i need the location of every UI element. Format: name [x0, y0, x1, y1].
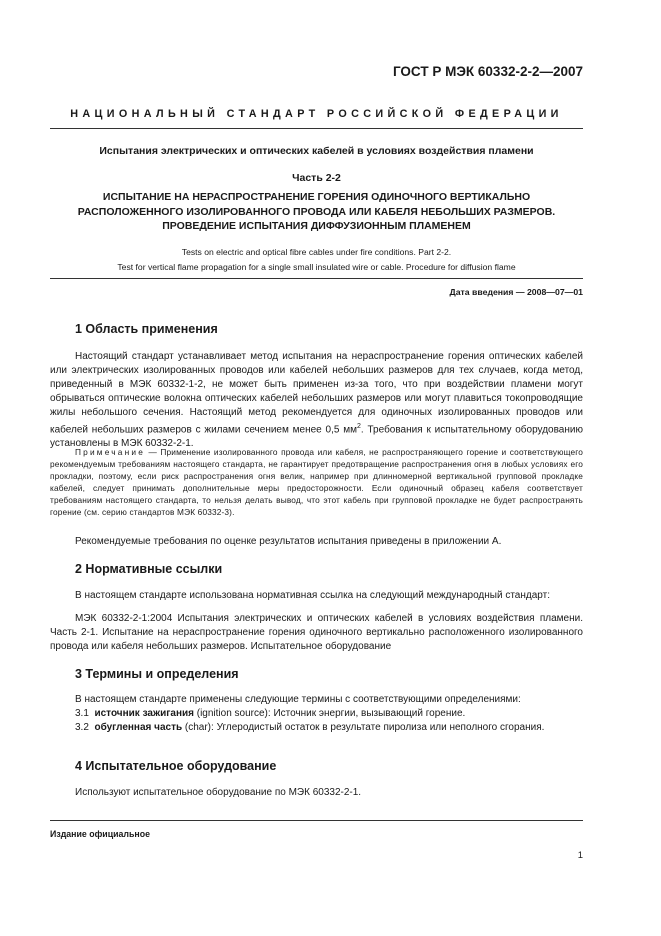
main-title-line-1: ИСПЫТАНИЕ НА НЕРАСПРОСТРАНЕНИЕ ГОРЕНИЯ ОДИНОЧНОГО ВЕРТИКАЛЬНО [102, 191, 531, 203]
term-3-1-number: 3.1 [75, 708, 89, 719]
section-2-heading: 2 Нормативные ссылки [75, 562, 223, 576]
term-3-1-definition: (ignition source): Источник энергии, вызывающий горение. [193, 708, 466, 719]
page-number: 1 [577, 850, 583, 861]
series-title: Испытания электрических и оптических кабелей в условиях воздействия пламени [99, 145, 534, 157]
note-label: Примечание [75, 447, 146, 457]
section-1-note [50, 446, 583, 518]
section-1-paragraph-2 [50, 535, 583, 549]
english-title-line-2: Test for vertical flame propagation for a single small insulated wire or cable. Procedure for diffusion flame [117, 262, 516, 272]
section-1-heading: 1 Область применения [75, 322, 218, 336]
section-2-paragraph-1-text: В настоящем стандарте использована нормативная ссылка на следующий международный стандарт: [75, 590, 550, 601]
section-2-paragraph-1 [50, 589, 583, 603]
term-3-2-definition: (char): Углеродистый остаток в результате пиролиза или неполного сгорания. [182, 722, 545, 733]
section-1-paragraph-1 [50, 350, 583, 451]
section-4-paragraph-1 [50, 786, 583, 800]
term-3-2-number: 3.2 [75, 722, 89, 733]
section-3-intro [50, 693, 583, 707]
term-3-2 [50, 721, 583, 735]
main-title-line-3: ПРОВЕДЕНИЕ ИСПЫТАНИЯ ДИФФУЗИОННЫМ ПЛАМЕНЕМ [162, 220, 471, 232]
section-2-paragraph-2-text: МЭК 60332-2-1:2004 Испытания электрических и оптических кабелей в условиях воздействия пламени. Часть 2-1. Испытание на нераспространение горения одиночного вертикально расположенного изолированного провода или кабеля небольших размеров. Испытательное оборудование [50, 613, 583, 652]
section-3-intro-text: В настоящем стандарте применены следующие термины с соответствующими определениями: [75, 694, 521, 705]
section-1-paragraph-2-text: Рекомендуемые требования по оценке результатов испытания приведены в приложении А. [75, 536, 502, 547]
document-code: ГОСТ Р МЭК 60332-2-2—2007 [392, 64, 583, 79]
publication-label: Издание официальное [50, 829, 150, 839]
footer-divider [50, 820, 583, 821]
section-2-paragraph-2 [50, 612, 583, 654]
term-3-1 [50, 707, 583, 721]
section-3-heading: 3 Термины и определения [75, 667, 239, 681]
introduction-date: Дата введения — 2008—07—01 [449, 287, 583, 297]
part-title: Часть 2-2 [292, 172, 341, 184]
national-standard-banner: НАЦИОНАЛЬНЫЙ СТАНДАРТ РОССИЙСКОЙ ФЕДЕРАЦИИ [70, 108, 563, 120]
section-1-paragraph-1-text: Настоящий стандарт устанавливает метод испытания на нераспространение горения оптических кабелей или электрических изолированных проводов или кабелей небольших размеров для тех случаев, когда метод, приведенный в МЭК 60332-1-2, не может быть применен из-за того, что при воздействии пламени могут обрываться оптические волокна оптических кабелей небольших размеров или могут плавиться токопроводящие жилы небольшого сечения. Настоящий метод рекомендуется для одиночных изолированных проводов или кабелей небольших размеров с жилами сечением менее 0,5 мм [50, 351, 583, 436]
note-text: — Применение изолированного провода или кабеля, не распространяющего горение и соответствующего рекомендуемым требованиям настоящего стандарта, не гарантирует предотвращение распространения огня в любых условиях его прокладки, поэтому, если риск распространения огня велик, например при длинномерной вертикальной групповой прокладке кабелей, следует принимать дополнительные меры предосторожности. Если одиночный образец кабеля соответствует требованиям настоящего стандарта, то нельзя делать вывод, что этот кабель при групповой прокладке не будет распространять горение (см. серию стандартов МЭК 60332-3). [50, 447, 583, 517]
section-4-paragraph-1-text: Используют испытательное оборудование по МЭК 60332-2-1. [75, 787, 362, 798]
main-title [50, 190, 583, 234]
section-1-paragraph-1-tail: . Требования к испытательному оборудованию установлены в МЭК 60332-2-1. [50, 424, 583, 450]
english-title [50, 245, 583, 275]
title-divider [50, 278, 583, 279]
header-divider [50, 128, 583, 129]
term-3-2-name: обугленная часть [94, 722, 183, 733]
section-4-heading: 4 Испытательное оборудование [75, 759, 277, 773]
english-title-line-1: Tests on electric and optical fibre cables under fire conditions. Part 2-2. [181, 247, 452, 257]
unit-superscript: 2 [357, 423, 361, 430]
term-3-1-name: источник зажигания [94, 708, 194, 719]
main-title-line-2: РАСПОЛОЖЕННОГО ИЗОЛИРОВАННОГО ПРОВОДА ИЛИ КАБЕЛЯ НЕБОЛЬШИХ РАЗМЕРОВ. [77, 205, 556, 218]
